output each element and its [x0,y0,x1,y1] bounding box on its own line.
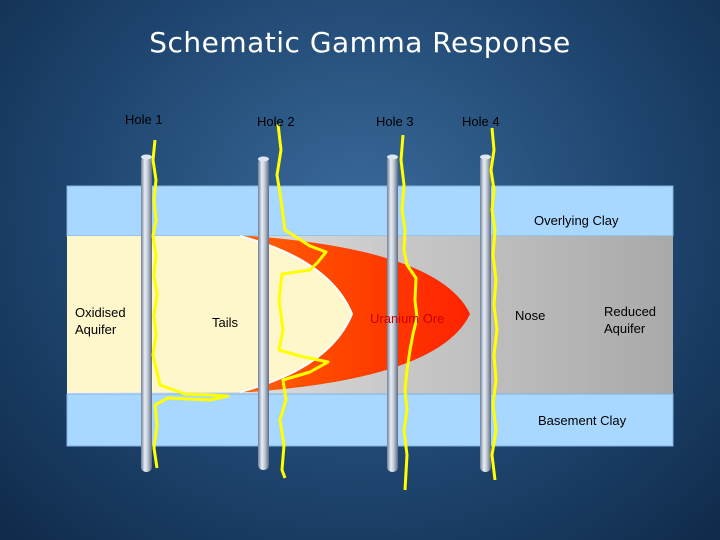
page-title: Schematic Gamma Response [149,26,571,59]
oxidised-aquifer-label [75,304,126,338]
drill-pipe-icon [141,155,152,473]
hole-3-label: Hole 3 [376,114,414,129]
hole-1-label: Hole 1 [125,112,163,127]
oxidised-aquifer-label-line1: Oxidised [75,305,126,320]
tails-label: Tails [212,315,239,330]
drill-pipe-icon [258,157,269,471]
drill-pipe-icon [480,155,491,473]
hole-2-label: Hole 2 [257,114,295,129]
basement-clay-label: Basement Clay [538,413,627,428]
uranium-ore-label: Uranium Ore [370,311,445,326]
overlying-clay-label: Overlying Clay [534,213,619,228]
oxidised-aquifer-label-line2: Aquifer [75,322,117,337]
reduced-aquifer-label-line2: Aquifer [604,321,646,336]
hole-4-label: Hole 4 [462,114,500,129]
nose-label: Nose [515,308,546,323]
reduced-aquifer-label-line1: Reduced [604,304,657,319]
reduced-aquifer-label [604,303,656,337]
